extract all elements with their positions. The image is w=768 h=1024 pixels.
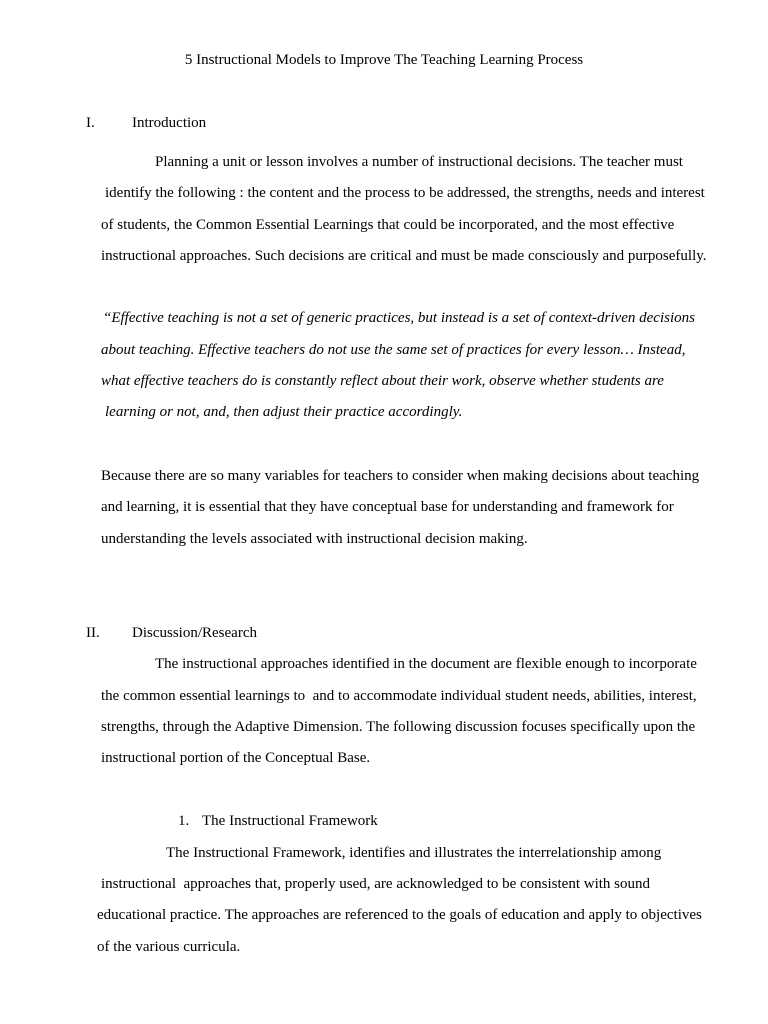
variables-paragraph-line: Because there are so many variables for teachers to consider when making decisions about teaching bbox=[101, 468, 700, 484]
framework-paragraph-line: of the various curricula. bbox=[97, 939, 241, 955]
document-title: 5 Instructional Models to Improve The Teaching Learning Process bbox=[184, 52, 584, 68]
intro-paragraph-line: of students, the Common Essential Learnings that could be incorporated, and the most effective bbox=[101, 217, 675, 233]
variables-paragraph-line: understanding the levels associated with instructional decision making. bbox=[101, 531, 528, 547]
discussion-paragraph-line: strengths, through the Adaptive Dimension. The following discussion focuses specifically upon the bbox=[101, 719, 696, 735]
discussion-paragraph-line: instructional portion of the Conceptual Base. bbox=[101, 750, 371, 766]
section-2-heading: Discussion/Research bbox=[132, 625, 257, 641]
section-1-numeral: I. bbox=[86, 115, 95, 131]
quote-line: learning or not, and, then adjust their practice accordingly. bbox=[105, 404, 463, 420]
intro-paragraph-line: identify the following : the content and the process to be addressed, the strengths, needs and interest bbox=[105, 185, 705, 201]
subsection-1-number: 1. bbox=[178, 813, 190, 829]
section-2-numeral: II. bbox=[86, 625, 100, 641]
discussion-paragraph-line: The instructional approaches identified in the document are flexible enough to incorporate bbox=[155, 656, 697, 672]
variables-paragraph-line: and learning, it is essential that they have conceptual base for understanding and framework for bbox=[101, 499, 674, 515]
intro-paragraph-line: instructional approaches. Such decisions are critical and must be made consciously and purposefully. bbox=[101, 248, 707, 264]
intro-paragraph-line: Planning a unit or lesson involves a number of instructional decisions. The teacher must bbox=[155, 154, 683, 170]
framework-paragraph-line: educational practice. The approaches are referenced to the goals of education and apply to objectives bbox=[97, 907, 702, 923]
framework-paragraph-line: instructional approaches that, properly used, are acknowledged to be consistent with sound bbox=[101, 876, 651, 892]
discussion-paragraph-line: the common essential learnings to and to accommodate individual student needs, abilities, interest, bbox=[101, 688, 697, 704]
subsection-1-heading: The Instructional Framework bbox=[202, 813, 378, 829]
quote-line: about teaching. Effective teachers do not use the same set of practices for every lesson… Instead, bbox=[101, 342, 686, 358]
framework-paragraph-line: The Instructional Framework, identifies and illustrates the interrelationship among bbox=[166, 845, 662, 861]
section-1-heading: Introduction bbox=[132, 115, 207, 131]
quote-line: “Effective teaching is not a set of generic practices, but instead is a set of context-driven decisions bbox=[103, 310, 695, 326]
quote-line: what effective teachers do is constantly reflect about their work, observe whether students are bbox=[101, 373, 664, 389]
